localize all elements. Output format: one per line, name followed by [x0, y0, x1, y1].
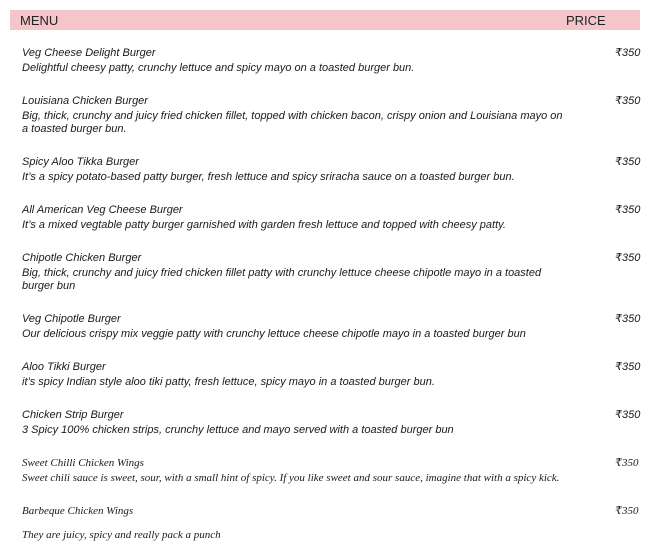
menu-item: [22, 203, 641, 232]
item-price: ₹350: [615, 95, 641, 107]
item-name: Chicken Strip Burger: [22, 409, 124, 421]
item-name: Sweet Chilli Chicken Wings: [22, 457, 144, 469]
menu-column-heading: MENU: [20, 13, 59, 28]
item-description: Big, thick, crunchy and juicy fried chicken fillet patty with crunchy lettuce cheese chipotle mayo in a toasted burger bun: [22, 267, 542, 292]
item-price: ₹350: [615, 505, 639, 517]
item-name: Veg Chipotle Burger: [22, 313, 121, 325]
item-price: ₹350: [615, 204, 641, 216]
menu-item: [22, 360, 641, 389]
item-description: It’s a spicy potato-based patty burger, fresh lettuce and spicy sriracha sauce on a toasted burger bun.: [22, 171, 515, 183]
menu-item: [22, 312, 641, 341]
menu-header-bar: [10, 10, 640, 30]
item-name: All American Veg Cheese Burger: [22, 204, 183, 216]
item-description: Sweet chili sauce is sweet, sour, with a small hint of spicy. If you like sweet and sour sauce, imagine that with a spicy kick.: [22, 472, 560, 484]
item-price: ₹350: [615, 409, 641, 421]
menu-item: [22, 155, 641, 184]
menu-item: [22, 94, 641, 136]
item-description: 3 Spicy 100% chicken strips, crunchy lettuce and mayo served with a toasted burger bun: [22, 424, 454, 436]
item-price: ₹350: [615, 47, 641, 59]
item-description: Big, thick, crunchy and juicy fried chicken fillet, topped with chicken bacon, crispy onion and Louisiana mayo on a toasted burger bun.: [22, 110, 563, 135]
menu-item: [22, 456, 639, 485]
menu-item: [22, 408, 641, 437]
price-column-heading: PRICE: [566, 13, 606, 28]
item-description: It’s a mixed vegtable patty burger garnished with garden fresh lettuce and topped with cheesy patty.: [22, 219, 506, 231]
menu-item: [22, 504, 639, 542]
item-description: Delightful cheesy patty, crunchy lettuce and spicy mayo on a toasted burger bun.: [22, 62, 415, 74]
item-name: Veg Cheese Delight Burger: [22, 47, 156, 59]
menu-item: [22, 251, 641, 293]
item-price: ₹350: [615, 313, 641, 325]
item-name: Chipotle Chicken Burger: [22, 252, 142, 264]
item-price: ₹350: [615, 457, 639, 469]
menu-item: [22, 46, 641, 75]
item-price: ₹350: [615, 361, 641, 373]
item-name: Louisiana Chicken Burger: [22, 95, 148, 107]
item-description: it’s spicy Indian style aloo tiki patty, fresh lettuce, spicy mayo in a toasted burger bun.: [22, 376, 435, 388]
item-name: Spicy Aloo Tikka Burger: [22, 156, 139, 168]
item-description: Our delicious crispy mix veggie patty with crunchy lettuce cheese chipotle mayo in a toasted burger bun: [22, 328, 526, 340]
item-name: Aloo Tikki Burger: [22, 361, 106, 373]
item-price: ₹350: [615, 156, 641, 168]
item-description: They are juicy, spicy and really pack a punch: [22, 529, 221, 541]
item-price: ₹350: [615, 252, 641, 264]
item-name: Barbeque Chicken Wings: [22, 505, 134, 517]
